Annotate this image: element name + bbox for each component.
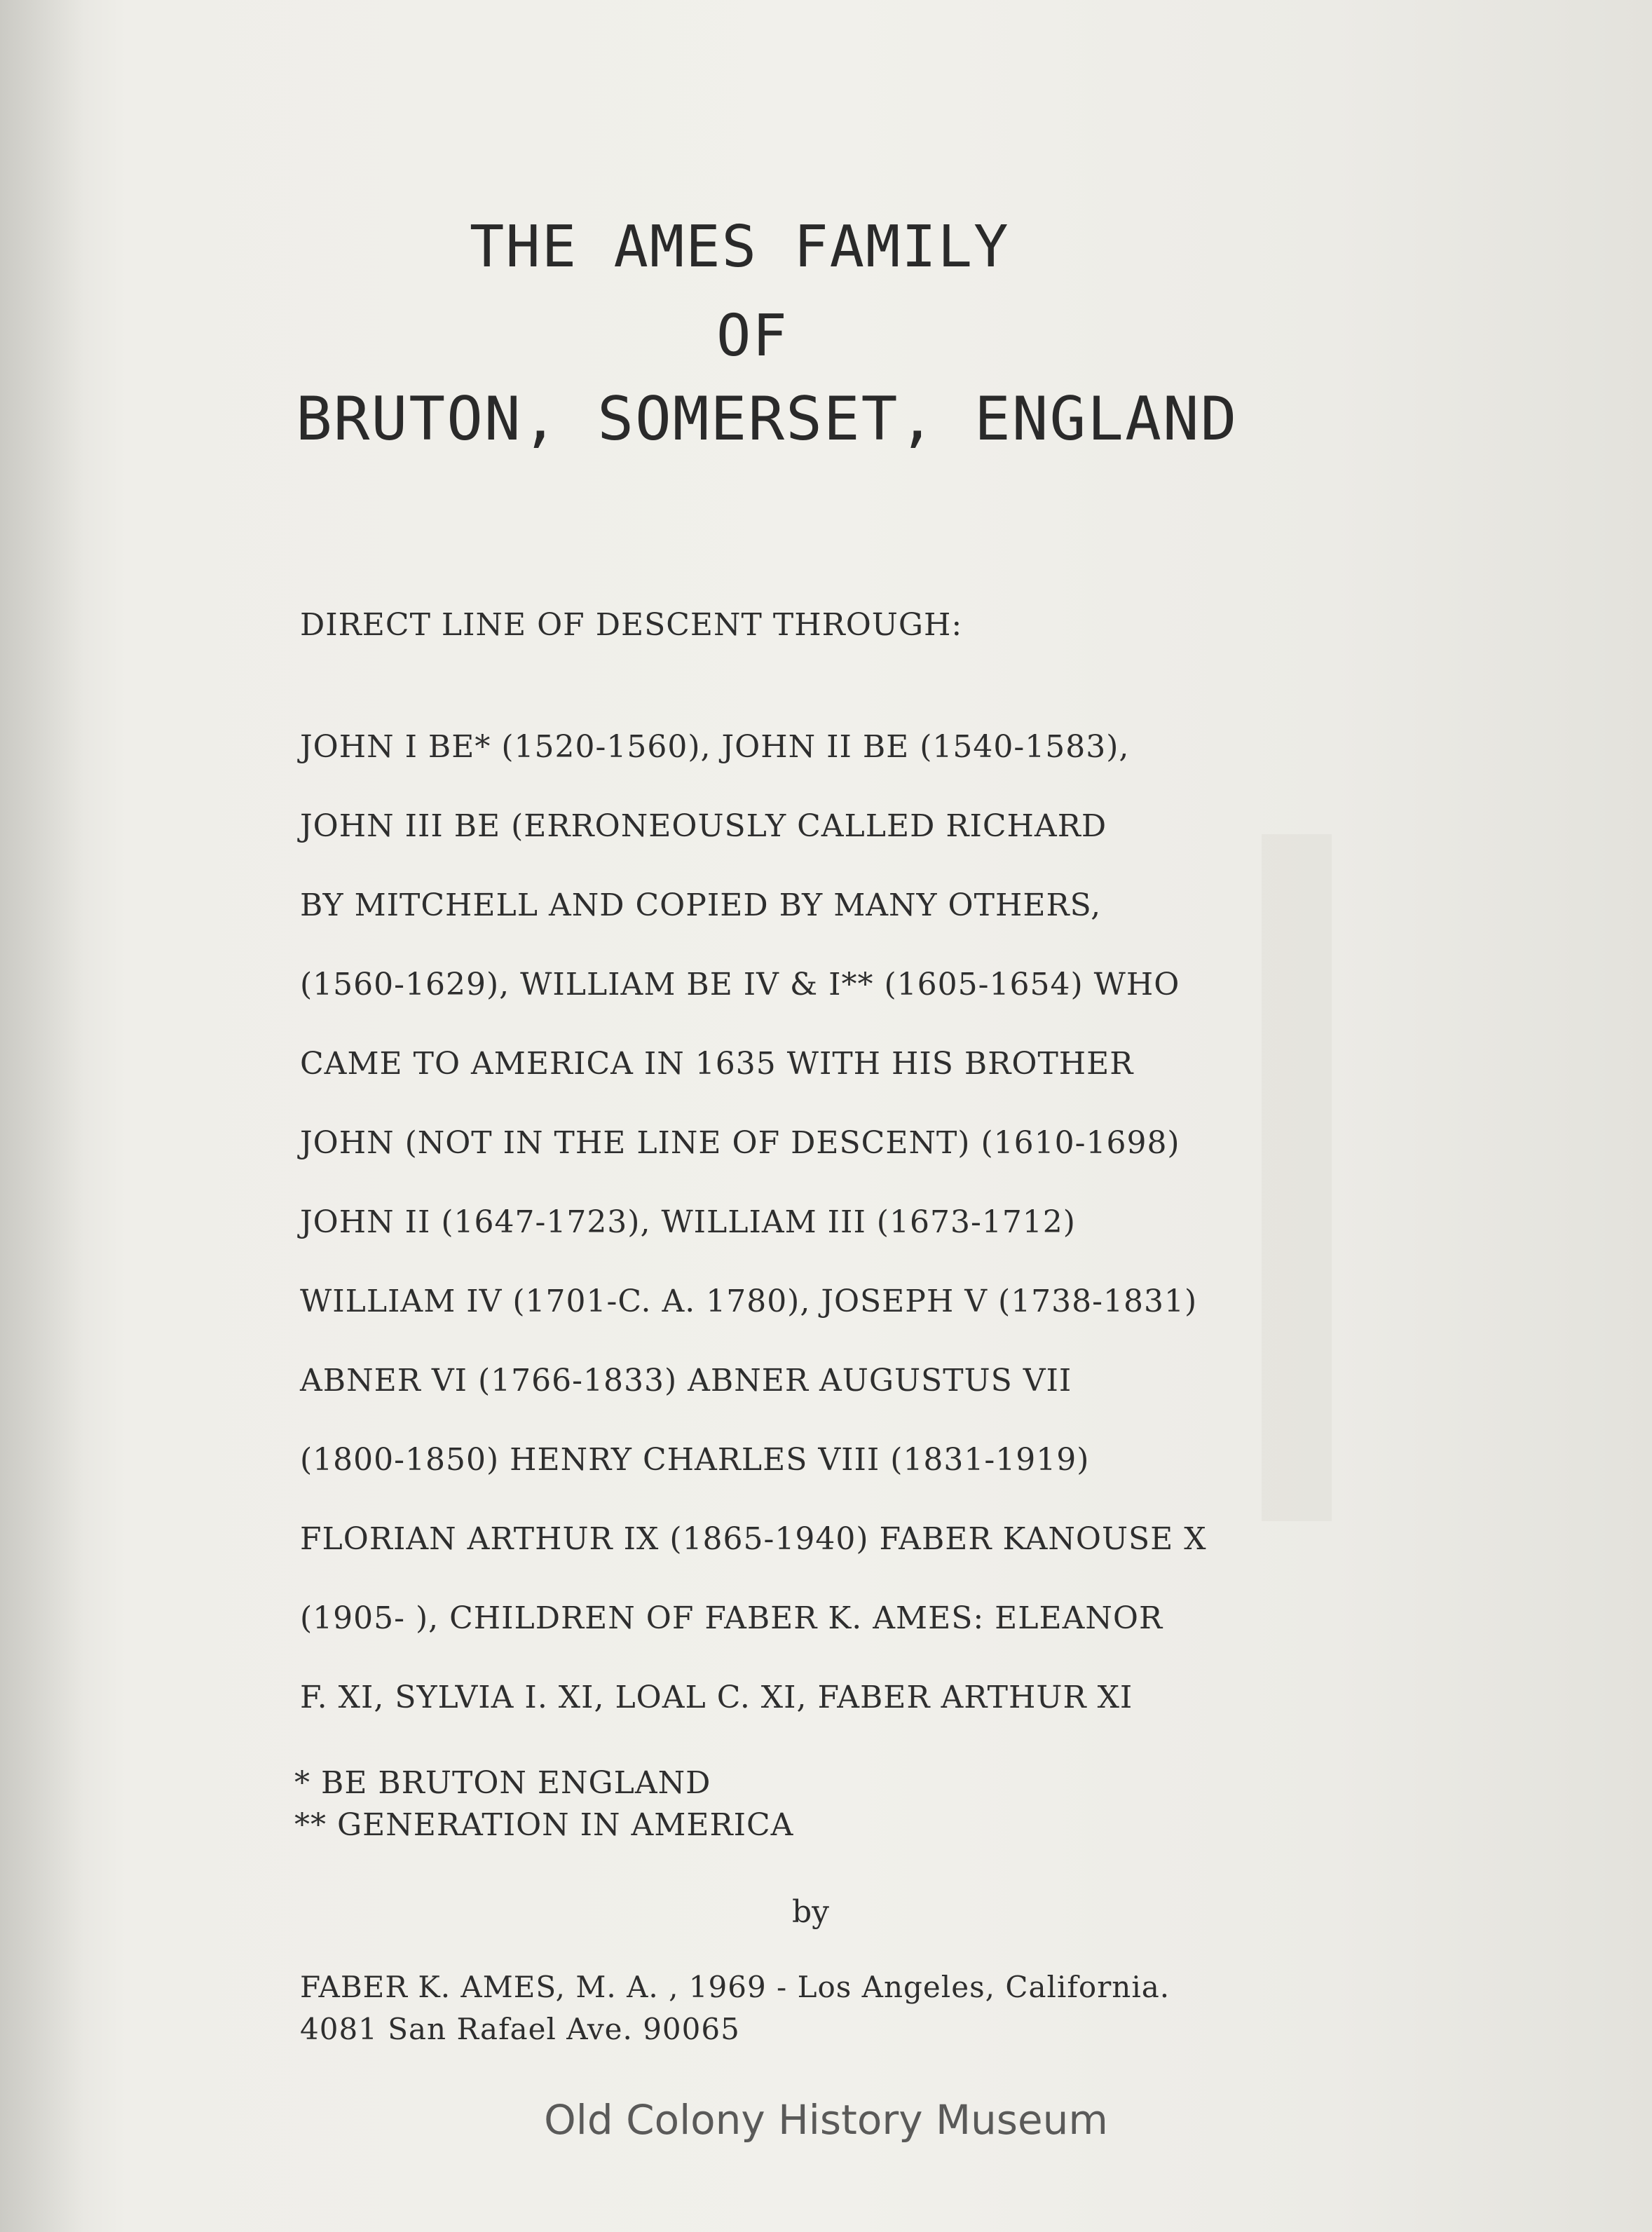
descent-line: WILLIAM IV (1701-C. A. 1780), JOSEPH V (1738-1831)	[300, 1284, 1198, 1319]
title-line-1: THE AMES FAMILY	[470, 214, 1010, 280]
footnote-generation: ** GENERATION IN AMERICA	[294, 1807, 794, 1843]
descent-line: JOHN I BE* (1520-1560), JOHN II BE (1540-1583),	[300, 729, 1130, 765]
descent-line: JOHN II (1647-1723), WILLIAM III (1673-1712)	[300, 1204, 1076, 1240]
descent-line: BY MITCHELL AND COPIED BY MANY OTHERS,	[300, 887, 1102, 923]
descent-line: F. XI, SYLVIA I. XI, LOAL C. XI, FABER ARTHUR XI	[300, 1680, 1133, 1715]
descent-line: (1905- ), CHILDREN OF FABER K. AMES: ELEANOR	[300, 1600, 1163, 1636]
title-line-3: BRUTON, SOMERSET, ENGLAND	[296, 384, 1238, 454]
descent-line: (1560-1629), WILLIAM BE IV & I** (1605-1654) WHO	[300, 967, 1180, 1002]
bleed-through-area	[1262, 834, 1332, 1521]
descent-line: JOHN III BE (ERRONEOUSLY CALLED RICHARD	[300, 808, 1107, 844]
title-line-2: OF	[716, 303, 789, 369]
descent-line: JOHN (NOT IN THE LINE OF DESCENT) (1610-1698)	[300, 1125, 1180, 1161]
descent-line: ABNER VI (1766-1833) ABNER AUGUSTUS VII	[300, 1363, 1072, 1399]
descent-intro: DIRECT LINE OF DESCENT THROUGH:	[300, 607, 963, 643]
descent-line: CAME TO AMERICA IN 1635 WITH HIS BROTHER	[300, 1046, 1134, 1082]
footnote-be: * BE BRUTON ENGLAND	[294, 1765, 711, 1801]
descent-line: FLORIAN ARTHUR IX (1865-1940) FABER KANOUSE X	[300, 1521, 1207, 1557]
by-line: by	[792, 1894, 830, 1930]
descent-line: (1800-1850) HENRY CHARLES VIII (1831-1919)	[300, 1442, 1090, 1478]
address-line: 4081 San Rafael Ave. 90065	[300, 2012, 740, 2046]
author-line: FABER K. AMES, M. A. , 1969 - Los Angeles, California.	[300, 1970, 1170, 2004]
page-edge-shadow	[0, 0, 84, 2232]
museum-watermark: Old Colony History Museum	[544, 2096, 1108, 2144]
